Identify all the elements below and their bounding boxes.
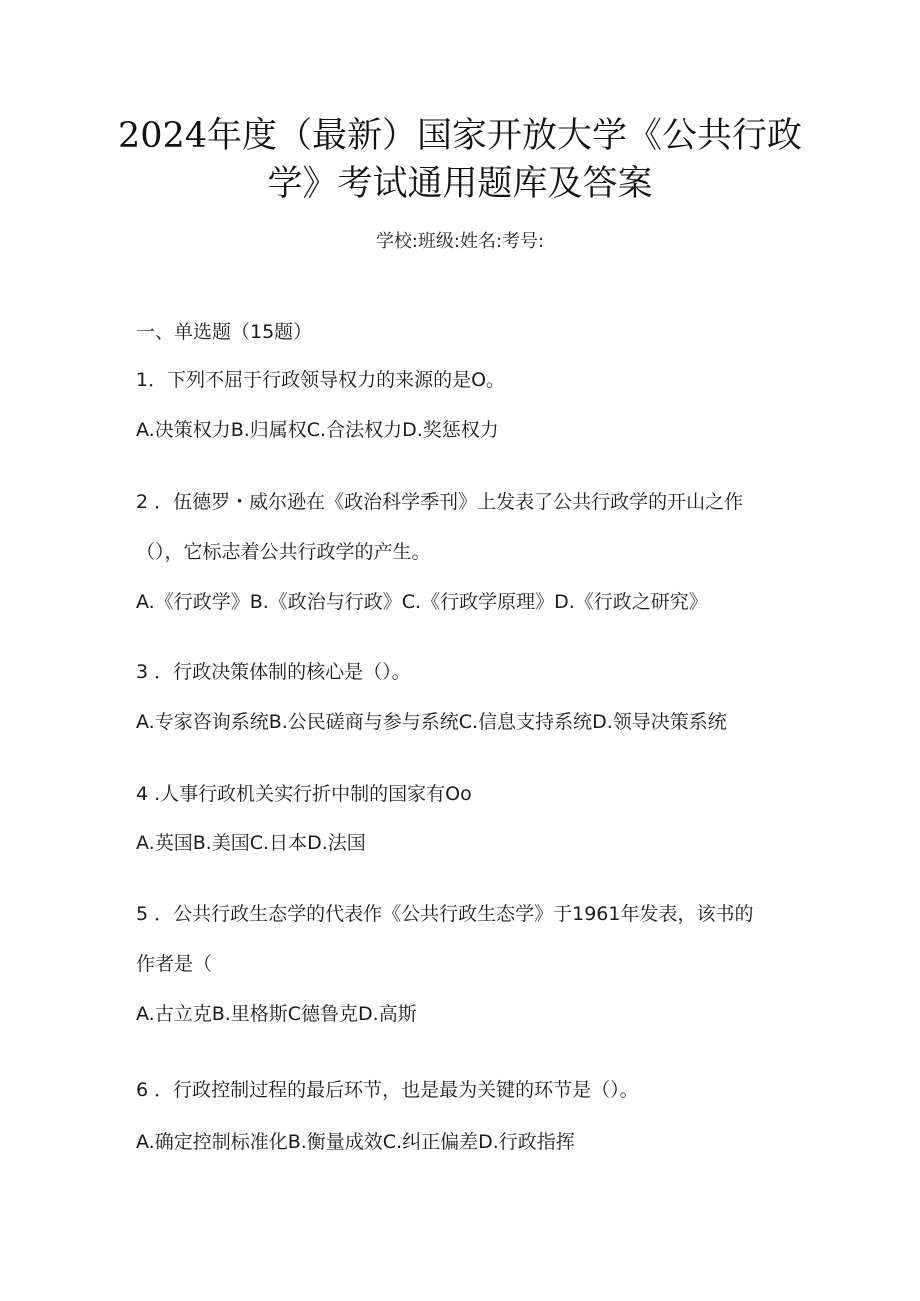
- question-5-options: A.古立克B.里格斯C德鲁克D.高斯: [136, 1003, 417, 1025]
- question-4-options: A.英国B.美国C.日本D.法国: [136, 832, 366, 854]
- question-2-text-continued: （），它标志着公共行政学的产生。: [136, 541, 431, 563]
- student-info-line: 学校:班级:姓名:考号:: [375, 231, 545, 252]
- question-3-text: 3 ．行政决策体制的核心是（）。: [136, 661, 411, 683]
- document-title-line-2: 学》考试通用题库及答案: [267, 164, 653, 204]
- question-2-options: A.《行政学》B.《政治与行政》C.《行政学原理》D.《行政之研究》: [136, 591, 708, 613]
- question-3-options: A.专家咨询系统B.公民磋商与参与系统C.信息支持系统D.领导决策系统: [136, 711, 727, 733]
- question-4-text: 4 .人事行政机关实行折中制的国家有Oo: [136, 783, 472, 805]
- question-2-text: 2 ．伍德罗・威尔逊在《政治科学季刊》上发表了公共行政学的开山之作: [136, 491, 744, 513]
- question-5-text: 5 ．公共行政生态学的代表作《公共行政生态学》于1961年发表，该书的: [136, 903, 754, 925]
- question-6-text: 6 ．行政控制过程的最后环节，也是最为关键的环节是（）。: [136, 1079, 639, 1101]
- section-heading: 一、单选题（15题）: [136, 321, 313, 343]
- question-1-options: A.决策权力B.归属权C.合法权力D.奖惩权力: [136, 419, 499, 441]
- question-6-options: A.确定控制标准化B.衡量成效C.纠正偏差D.行政指挥: [136, 1131, 575, 1153]
- question-5-text-continued: 作者是（: [136, 953, 213, 975]
- document-title-line-1: 2024年度（最新）国家开放大学《公共行政: [117, 116, 803, 156]
- question-1-text: 1．下列不屈于行政领导权力的来源的是O。: [136, 369, 506, 391]
